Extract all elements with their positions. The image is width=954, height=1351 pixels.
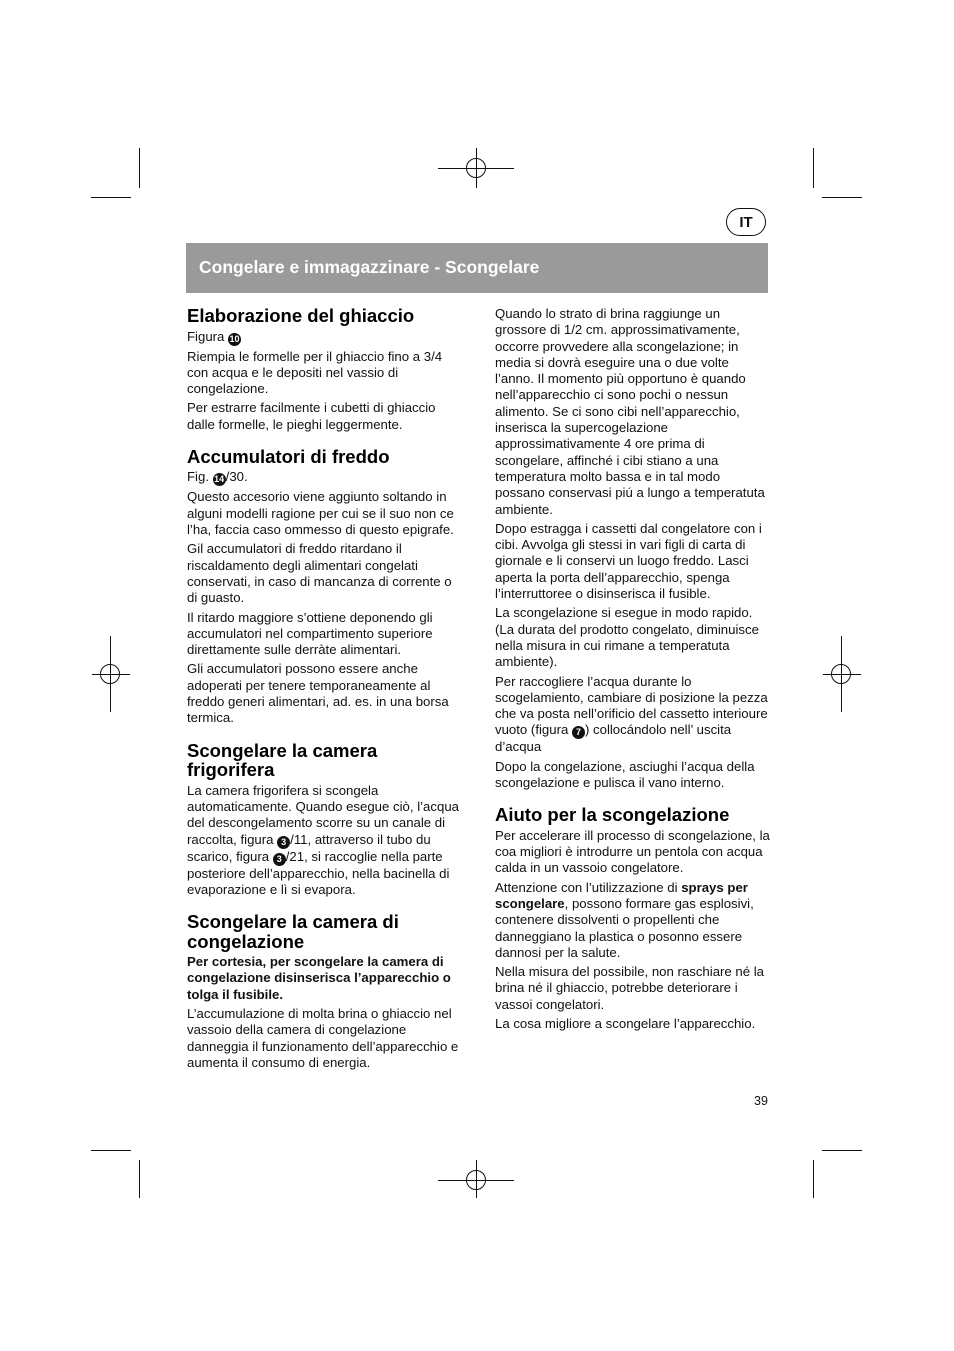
crop-mark [91,197,131,198]
figure-reference: Fig. 14 /30. [187,469,248,485]
figure-number-badge: 10 [229,333,240,344]
registration-mark [100,664,120,684]
paragraph: Gli accumulatori possono essere anche adoperati per tenere temporaneamente al freddo generi alimentari, ad. es. in una borsa termica. [187,661,449,726]
crop-mark [139,1160,140,1198]
crop-mark [139,148,140,188]
paragraph: Attenzione con l’utilizzazione di sprays per scongelare, possono formare gas esplosivi, contenere dissolventi o propellenti che danneggiano la plastica o posonno essere dannosi per la salute. [495,879,754,960]
paragraph: L’accumulazione di molta brina o ghiaccio nel vassoio della camera di congelazione danneggia il funzionamento dell’apparecchio e aumenta il consumo di energia. [187,1006,459,1070]
paragraph: Dopo la congelazione, asciughi l’acqua della scongelazione e pulisca il vano interno. [495,758,755,791]
figure-number-badge: 3 [273,853,286,866]
paragraph: La cosa migliore a scongelare l’apparecchio. [495,1016,756,1032]
paragraph: La camera frigorifera si scongela automaticamente. Quando esegue ciò, l’acqua del descongelamento scorre su un canale di raccolta, figura 3 /11, attraverso il tubo du scarico, figura 3 /21, si raccoglie nella parte posteriore dell’apparecchio, nella bacinella di evaporazione e lì si evapora. [187,782,459,897]
warning-paragraph: Per cortesia, per scongelare la camera di congelazione disinserisca l’apparecchio o tolga il fusibile. [187,954,451,1002]
language-badge: IT [726,208,766,236]
heading-defrost-freezer: Scongelare la camera di congelazione [187,911,399,952]
paragraph: Riempia le formelle per il ghiaccio fino a 3/4 con acqua e le depositi nel vassio di congelazione. [187,348,443,397]
crop-mark [813,148,814,188]
crop-mark [91,1150,131,1151]
figure-number-badge: 3 [277,836,290,849]
paragraph: Quando lo strato di brina raggiunge un grossore di 1/2 cm. approssimativamente, occorre provvedere alla scongelazione; in media si dovrà eseguire una o due volte l’anno. Il momento più opportuno è quando nell’apparecchio ci sono pochi o nessun alimento. Se ci sono cibi nell’apparecchio, inserisca la supercogelazione approssimativamente 4 ore prima di scongelare, affinché i cibi stiano a una temperatura molto bassa e in tal modo possano conservasi piú a lungo a temperatuta ambiente. [495,306,765,517]
right-column [495,306,770,1035]
paragraph: Dopo estragga i cassetti dal congelatore con i cibi. Avvolga gli stessi in vari figli di carta di giornale e li conservi un luogo freddo. Lasci aperta la porta dell’apparecchio, spenga l’interruttoree o disinserisca il fusible. [495,520,762,602]
crop-mark [822,1150,862,1151]
paragraph: Nella misura del possibile, non raschiare né la brina né il ghiaccio, potrebbe deteriorare i vassoi congelatori. [495,964,765,1012]
registration-mark [466,1170,486,1190]
paragraph: Per raccogliere l’acqua durante lo scogelamiento, cambiare di posizione la pezza che va posta nell’orificio del cassetto interioure vuoto (figura 7 ) collocándolo nell’ uscita d’acqua [495,673,768,755]
heading-defrost-fridge: Scongelare la camera frigorifera [187,739,378,781]
paragraph: Gil accumulatori di freddo ritardano il riscaldamento degli alimentari congelati conservati, in caso di mancanza di corrente o di guasto. [187,541,452,606]
left-column [187,306,462,1074]
section-header-title: Congelare e immagazzinare - Scongelare [199,257,540,277]
heading-ice: Elaborazione del ghiaccio [187,305,415,326]
figure-number-badge: 7 [572,726,585,739]
paragraph: Per accelerare ill processo di scongelazione, la coa migliori è introdurre un pentola con acqua calda in un vassoio congelatore. [495,827,770,876]
registration-mark [831,664,851,684]
figure-number-badge: 14 [214,474,225,485]
heading-defrost-help: Aiuto per la scongelazione [495,804,730,826]
heading-cold-packs: Accumulatori di freddo [187,445,390,467]
paragraph: La scongelazione si esegue in modo rapido. (La durata del prodotto congelato, diminuisce nella misura in cui rimane a temperatuta ambiente). [495,605,759,670]
registration-mark [466,158,486,178]
crop-mark [822,197,862,198]
paragraph: Questo accesorio viene aggiunto soltando in alguni modelli ragione per cui se il suo non ce l’ha, faccia caso ommesso di questo epigrafe. [187,489,454,538]
crop-mark [813,1160,814,1198]
section-header-bar [186,243,768,293]
paragraph: Il ritardo maggiore s’ottiene deponendo gli accumulatori nel compartimento superiore direttamente sulle derràte alimentari. [187,609,433,658]
paragraph: Per estrarre facilmente i cubetti di ghiaccio dalle formelle, le pieghi leggermente. [187,400,436,432]
figure-reference: Figura 10 [187,328,240,344]
page-number: 39 [754,1094,768,1108]
